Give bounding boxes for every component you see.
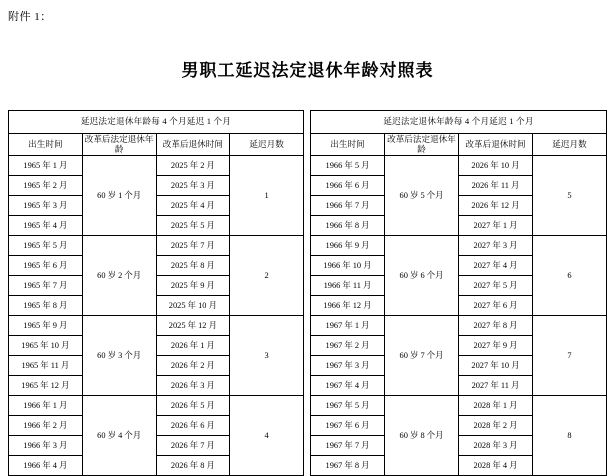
cell-retire-time: 2025 年 7 月 (156, 236, 230, 256)
cell-delay-months: 5 (533, 156, 607, 236)
col-header-delay-months: 延迟月数 (533, 134, 607, 156)
cell-legal-age: 60 岁 8 个月 (385, 396, 459, 476)
cell-birth: 1967 年 4 月 (311, 376, 385, 396)
attachment-label: 附件 1： (8, 11, 52, 23)
cell-retire-time: 2027 年 9 月 (459, 336, 533, 356)
cell-retire-time: 2025 年 4 月 (156, 196, 230, 216)
cell-retire-time: 2025 年 9 月 (156, 276, 230, 296)
cell-birth: 1966 年 6 月 (311, 176, 385, 196)
table-row (9, 156, 304, 176)
cell-retire-time: 2025 年 12 月 (156, 316, 230, 336)
col-header-legal-age: 改革后法定退休年龄 (385, 134, 459, 156)
cell-retire-time: 2025 年 2 月 (156, 156, 230, 176)
cell-retire-time: 2028 年 2 月 (459, 416, 533, 436)
cell-retire-time: 2027 年 11 月 (459, 376, 533, 396)
table-row (9, 236, 304, 256)
table-row (311, 236, 607, 256)
cell-birth: 1967 年 3 月 (311, 356, 385, 376)
comparison-tables (8, 110, 607, 476)
cell-legal-age: 60 岁 5 个月 (385, 156, 459, 236)
cell-legal-age: 60 岁 2 个月 (82, 236, 156, 316)
cell-birth: 1965 年 10 月 (9, 336, 83, 356)
cell-retire-time: 2026 年 7 月 (156, 436, 230, 456)
table-row (311, 156, 607, 176)
cell-retire-time: 2027 年 5 月 (459, 276, 533, 296)
cell-birth: 1966 年 12 月 (311, 296, 385, 316)
cell-retire-time: 2025 年 5 月 (156, 216, 230, 236)
table-row (311, 316, 607, 336)
table-column-header-row (311, 134, 607, 156)
cell-retire-time: 2028 年 1 月 (459, 396, 533, 416)
cell-birth: 1967 年 1 月 (311, 316, 385, 336)
cell-birth: 1966 年 9 月 (311, 236, 385, 256)
col-header-retire-time: 改革后退休时间 (459, 134, 533, 156)
table-body-right (311, 156, 607, 476)
cell-birth: 1966 年 10 月 (311, 256, 385, 276)
cell-delay-months: 7 (533, 316, 607, 396)
table-row (9, 316, 304, 336)
cell-retire-time: 2026 年 5 月 (156, 396, 230, 416)
cell-birth: 1965 年 4 月 (9, 216, 83, 236)
cell-birth: 1965 年 7 月 (9, 276, 83, 296)
table-span-header-row (9, 111, 304, 134)
cell-legal-age: 60 岁 4 个月 (82, 396, 156, 476)
cell-retire-time: 2026 年 12 月 (459, 196, 533, 216)
cell-retire-time: 2027 年 6 月 (459, 296, 533, 316)
cell-retire-time: 2025 年 8 月 (156, 256, 230, 276)
table-span-header-row (311, 111, 607, 134)
cell-birth: 1965 年 9 月 (9, 316, 83, 336)
cell-birth: 1967 年 5 月 (311, 396, 385, 416)
cell-birth: 1965 年 11 月 (9, 356, 83, 376)
col-header-birth: 出生时间 (311, 134, 385, 156)
cell-birth: 1966 年 2 月 (9, 416, 83, 436)
cell-retire-time: 2025 年 3 月 (156, 176, 230, 196)
cell-legal-age: 60 岁 7 个月 (385, 316, 459, 396)
table-row (311, 396, 607, 416)
table-body-left (9, 156, 304, 476)
table-head-right (311, 111, 607, 156)
cell-delay-months: 3 (230, 316, 304, 396)
cell-legal-age: 60 岁 1 个月 (82, 156, 156, 236)
cell-delay-months: 6 (533, 236, 607, 316)
cell-legal-age: 60 岁 3 个月 (82, 316, 156, 396)
cell-delay-months: 2 (230, 236, 304, 316)
cell-retire-time: 2026 年 8 月 (156, 456, 230, 476)
cell-birth: 1965 年 12 月 (9, 376, 83, 396)
table-row (9, 396, 304, 416)
cell-birth: 1966 年 3 月 (9, 436, 83, 456)
col-header-retire-time: 改革后退休时间 (156, 134, 230, 156)
cell-retire-time: 2027 年 4 月 (459, 256, 533, 276)
table-head-left (9, 111, 304, 156)
col-header-delay-months: 延迟月数 (230, 134, 304, 156)
col-header-birth: 出生时间 (9, 134, 83, 156)
cell-retire-time: 2025 年 10 月 (156, 296, 230, 316)
cell-retire-time: 2028 年 4 月 (459, 456, 533, 476)
cell-retire-time: 2026 年 11 月 (459, 176, 533, 196)
cell-birth: 1965 年 2 月 (9, 176, 83, 196)
cell-birth: 1967 年 2 月 (311, 336, 385, 356)
table-span-header-left: 延迟法定退休年龄每 4 个月延迟 1 个月 (9, 111, 304, 134)
cell-retire-time: 2027 年 10 月 (459, 356, 533, 376)
cell-retire-time: 2026 年 2 月 (156, 356, 230, 376)
cell-retire-time: 2026 年 10 月 (459, 156, 533, 176)
cell-retire-time: 2027 年 8 月 (459, 316, 533, 336)
cell-birth: 1966 年 11 月 (311, 276, 385, 296)
table-span-header-right: 延迟法定退休年龄每 4 个月延迟 1 个月 (311, 111, 607, 134)
cell-retire-time: 2028 年 3 月 (459, 436, 533, 456)
col-header-legal-age: 改革后法定退休年龄 (82, 134, 156, 156)
cell-delay-months: 8 (533, 396, 607, 476)
cell-delay-months: 1 (230, 156, 304, 236)
retirement-table-right (310, 110, 607, 476)
cell-birth: 1966 年 4 月 (9, 456, 83, 476)
cell-retire-time: 2027 年 3 月 (459, 236, 533, 256)
cell-birth: 1967 年 6 月 (311, 416, 385, 436)
cell-birth: 1966 年 7 月 (311, 196, 385, 216)
cell-birth: 1965 年 3 月 (9, 196, 83, 216)
cell-birth: 1967 年 7 月 (311, 436, 385, 456)
cell-birth: 1965 年 5 月 (9, 236, 83, 256)
cell-retire-time: 2026 年 1 月 (156, 336, 230, 356)
cell-retire-time: 2026 年 6 月 (156, 416, 230, 436)
table-column-header-row (9, 134, 304, 156)
cell-birth: 1966 年 8 月 (311, 216, 385, 236)
cell-birth: 1967 年 8 月 (311, 456, 385, 476)
cell-birth: 1965 年 8 月 (9, 296, 83, 316)
cell-birth: 1965 年 1 月 (9, 156, 83, 176)
cell-birth: 1966 年 1 月 (9, 396, 83, 416)
page-title: 男职工延迟法定退休年龄对照表 (181, 61, 434, 80)
retirement-table-left (8, 110, 304, 476)
cell-retire-time: 2027 年 1 月 (459, 216, 533, 236)
cell-delay-months: 4 (230, 396, 304, 476)
cell-retire-time: 2026 年 3 月 (156, 376, 230, 396)
cell-birth: 1966 年 5 月 (311, 156, 385, 176)
cell-legal-age: 60 岁 6 个月 (385, 236, 459, 316)
cell-birth: 1965 年 6 月 (9, 256, 83, 276)
